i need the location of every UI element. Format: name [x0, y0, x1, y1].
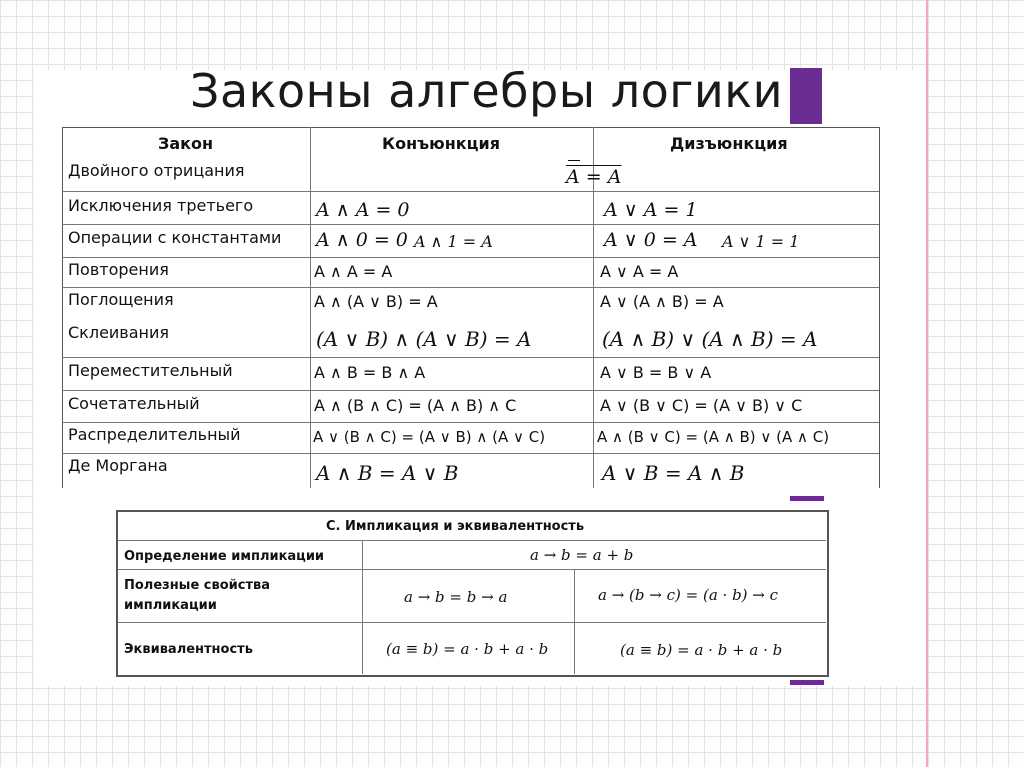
law-name: Сочетательный [68, 394, 200, 413]
law-name: Склеивания [68, 323, 170, 342]
laws-row-divider [62, 390, 879, 391]
impl-property-2: a → (b → c) = (a · b) → c [598, 586, 779, 604]
formula-text: A = A [566, 166, 622, 188]
impl-definition-label: Определение импликации [124, 549, 325, 564]
header-law: Закон [158, 134, 214, 153]
impl-property-1: a → b = b → a [404, 588, 508, 606]
formula-conjunction: A ∧ 0 = 0 [316, 229, 408, 251]
header-disjunction: Дизъюнкция [670, 134, 788, 153]
impl-col-divider [574, 569, 575, 674]
formula-conjunction: A ∧ A = 0 [316, 199, 410, 221]
laws-row-divider [62, 422, 879, 423]
notebook-margin-line [926, 0, 928, 767]
implication-header: С. Импликация и эквивалентность [326, 519, 585, 534]
double-overline [568, 160, 580, 161]
formula-conjunction: (A ∨ B) ∧ (A ∨ B) = A [316, 327, 532, 351]
laws-row-divider [62, 257, 879, 258]
law-name: Исключения третьего [68, 196, 254, 215]
accent-bar-bottom-2 [790, 680, 824, 685]
formula-disjunction: A ∨ (B ∨ C) = (A ∨ B) ∨ C [600, 396, 803, 415]
impl-row-divider [118, 622, 826, 623]
accent-bar-bottom [790, 496, 824, 501]
equivalence-formula-2: (a ≡ b) = a · b + a · b [620, 641, 783, 659]
laws-row-divider [62, 357, 879, 358]
accent-block-top [790, 68, 822, 124]
header-conjunction: Конъюнкция [382, 134, 500, 153]
formula-disjunction: A ∨ 0 = A [604, 229, 698, 251]
law-double-negation: Двойного отрицания [68, 161, 245, 180]
formula-disjunction: A ∨ B = B ∨ A [600, 363, 712, 382]
formula-conjunction: A ∧ B = A ∨ B [316, 461, 459, 485]
laws-row-divider [62, 191, 879, 192]
formula-disjunction: A ∨ 1 = 1 [722, 232, 800, 251]
formula-conjunction: A ∧ 1 = A [414, 232, 493, 251]
law-name: Поглощения [68, 290, 174, 309]
impl-col-divider [362, 540, 363, 674]
formula-conjunction: A ∧ B = B ∧ A [314, 363, 426, 382]
formula-double-negation [566, 168, 621, 186]
page-title: Законы алгебры логики [190, 64, 783, 118]
law-name: Повторения [68, 260, 169, 279]
equivalence-formula-1: (a ≡ b) = a · b + a · b [386, 640, 549, 658]
law-name: Операции с константами [68, 228, 282, 247]
impl-properties-label: Полезные свойства [124, 578, 270, 593]
law-name: Де Моргана [68, 456, 168, 475]
formula-disjunction: A ∨ A = 1 [604, 199, 698, 221]
law-name: Переместительный [68, 361, 233, 380]
impl-definition-formula: a → b = a + b [530, 546, 634, 564]
formula-disjunction: A ∨ (A ∧ B) = A [600, 292, 724, 311]
impl-row-divider [118, 569, 826, 570]
laws-row-divider [62, 224, 879, 225]
formula-conjunction: A ∧ (A ∨ B) = A [314, 292, 438, 311]
impl-row-divider [118, 540, 826, 541]
laws-row-divider [62, 287, 879, 288]
law-name: Распределительный [68, 425, 241, 444]
formula-disjunction: A ∨ A = A [600, 262, 679, 281]
formula-conjunction: A ∨ (B ∧ C) = (A ∨ B) ∧ (A ∨ C) [313, 428, 546, 446]
impl-properties-label-2: импликации [124, 598, 217, 613]
laws-row-divider [62, 453, 879, 454]
formula-disjunction: A ∨ B = A ∧ B [602, 461, 745, 485]
formula-disjunction: A ∧ (B ∨ C) = (A ∧ B) ∨ (A ∧ C) [597, 428, 830, 446]
equivalence-label: Эквивалентность [124, 642, 253, 657]
formula-conjunction: A ∧ (B ∧ C) = (A ∧ B) ∧ C [314, 396, 517, 415]
laws-col-divider-1 [310, 127, 311, 488]
formula-conjunction: A ∧ A = A [314, 262, 393, 281]
formula-disjunction: (A ∧ B) ∨ (A ∧ B) = A [602, 327, 818, 351]
